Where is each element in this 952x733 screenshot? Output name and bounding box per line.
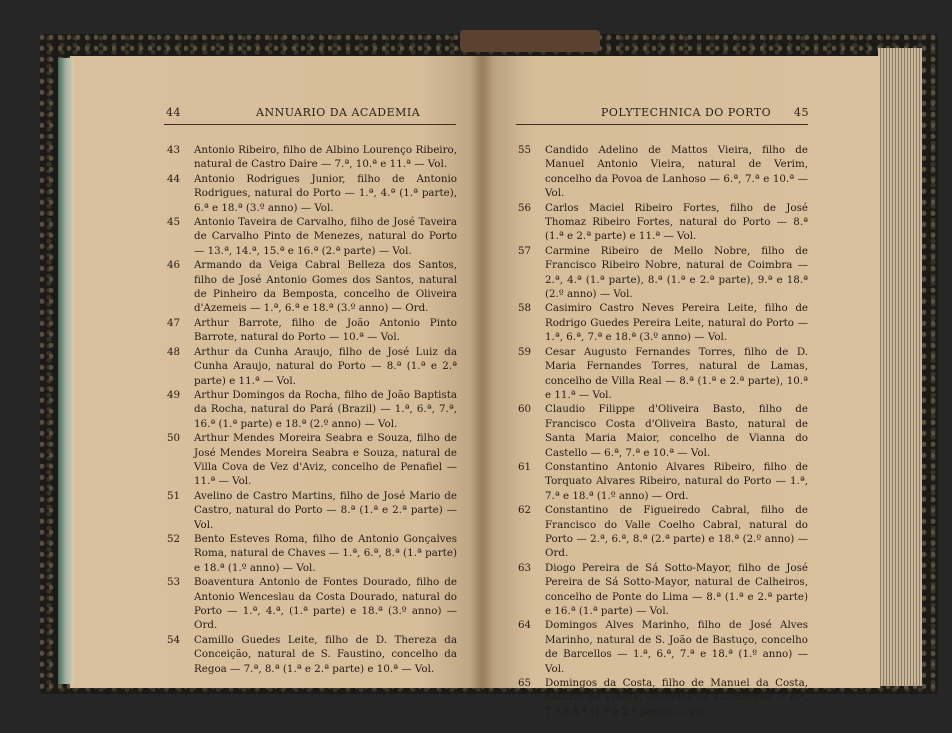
right-running-title: POLYTECHNICA DO PORTO	[601, 106, 772, 119]
entry	[518, 244, 808, 302]
entry-text: Claudio Filippe d'Oliveira Basto, filho de Francisco Costa d'Oliveira Basto, natural de Santa Maria Maior, concelho de Vianna do Castello — 6.ª, 7.ª e 10.ª — Vol.	[545, 403, 808, 459]
entry-number: 51	[167, 489, 181, 502]
entry	[167, 215, 457, 258]
entry	[518, 618, 808, 676]
entry-number: 58	[518, 302, 532, 315]
entry	[167, 633, 457, 676]
entry-text: Arthur da Cunha Araujo, filho de José Luiz da Cunha Araujo, natural do Porto — 8.ª (1.ª e 2.ª parte) e 11.ª — Vol.	[194, 345, 457, 387]
left-running-title: ANNUARIO DA ACADEMIA	[256, 106, 421, 119]
entry-text: Arthur Barrote, filho de João Antonio Pinto Barrote, natural do Porto — 10.ª — Vol.	[194, 316, 457, 344]
entry	[518, 402, 808, 460]
entry-number: 48	[167, 345, 181, 358]
entry	[518, 460, 808, 503]
right-entries	[518, 143, 808, 719]
entry-text: Antonio Rodrigues Junior, filho de Antonio Rodrigues, natural do Porto — 1.ª, 4.ª (1.ª parte), 6.ª e 18.ª (3.º anno) — Vol.	[194, 172, 457, 214]
entry-text: Carmine Ribeiro de Mello Nobre, filho de Francisco Ribeiro Nobre, natural de Coimbra — 2.ª, 4.ª (1.ª parte), 8.ª (1.ª e 2.ª parte), 9.ª e 18.ª (2.º anno) — Vol.	[545, 244, 808, 301]
right-page-number: 45	[794, 106, 809, 119]
entry	[167, 388, 457, 431]
entry-number: 53	[167, 576, 181, 589]
entry-text: Casimiro Castro Neves Pereira Leite, filho de Rodrigo Guedes Pereira Leite, natural do Porto — 1.ª, 6.ª, 7.ª e 18.ª (3.º anno) — Vol.	[545, 302, 808, 344]
entry-number: 45	[167, 216, 181, 229]
entry	[167, 575, 457, 633]
entry-text: Antonio Ribeiro, filho de Albino Lourenço Ribeiro, natural de Castro Daire — 7.ª, 10.ª e 11.ª — Vol.	[194, 144, 457, 171]
entry	[518, 143, 808, 201]
entry-number: 54	[167, 633, 181, 646]
entry-text: Cesar Augusto Fernandes Torres, filho de D. Maria Fernandes Torres, natural de Lamas, concelho de Villa Real — 8.ª (1.ª e 2.ª parte), 10.ª e 11.ª — Vol.	[545, 345, 808, 401]
entry-number: 55	[518, 144, 532, 156]
entry-number: 47	[167, 316, 181, 329]
entry-number: 50	[167, 432, 181, 445]
right-header-rule	[516, 124, 808, 125]
entry-text: Boaventura Antonio de Fontes Dourado, filho de Antonio Wenceslau da Costa Dourado, natural do Porto — 1.ª, 4.ª, (1.ª parte) e 18.ª (3.º anno) — Ord.	[194, 576, 457, 632]
entry-number: 62	[518, 504, 532, 517]
entry-text: Domingos da Costa, filho de Manuel da Costa, natural de Vizella, concelho de Guimarães — 6.ª, 7.ª e 8.ª (1.ª e 2.ª parte) — Vol.	[545, 677, 808, 718]
entry-text: Constantino Antonio Alvares Ribeiro, filho de Torquato Alvares Ribeiro, natural do Porto — 1.ª, 7.ª e 18.ª (1.º anno) — Ord.	[545, 460, 808, 502]
entry-text: Domingos Alves Marinho, filho de José Alves Marinho, natural de S. João de Bastuço, concelho de Barcellos — 1.ª, 6.ª, 7.ª e 18.ª (1.º anno) — Vol.	[545, 619, 808, 675]
entry	[167, 258, 457, 316]
entry	[518, 301, 808, 344]
entry	[167, 143, 457, 172]
book-gutter	[470, 56, 494, 688]
entry-text: Arthur Domingos da Rocha, filho de João Baptista da Rocha, natural do Pará (Brazil) — 1.ª, 6.ª, 7.ª, 16.ª (1.ª parte) e 18.ª (2.º anno) — Vol.	[194, 388, 457, 430]
entry	[518, 345, 808, 403]
entry-text: Camillo Guedes Leite, filho de D. Thereza da Conceição, natural de S. Faustino, concelho da Regoa — 7.ª, 8.ª (1.ª e 2.ª parte) e 10.ª — Vol.	[194, 633, 457, 675]
entry-number: 63	[518, 561, 532, 574]
entry-number: 49	[167, 388, 181, 401]
entry-text: Carlos Maciel Ribeiro Fortes, filho de José Thomaz Ribeiro Fortes, natural do Porto — 8.ª (1.ª e 2.ª parte) e 11.ª — Vol.	[545, 201, 808, 243]
entry	[518, 201, 808, 244]
entry-number: 57	[518, 244, 532, 257]
entry-text: Diogo Pereira de Sá Sotto-Mayor, filho de José Pereira de Sá Sotto-Mayor, natural de Calheiros, concelho de Ponte do Lima — 8.ª (1.ª e 2.ª parte) e 16.ª (1.ª parte) — Vol.	[545, 561, 808, 617]
entry	[167, 172, 457, 215]
entry-number: 60	[518, 403, 532, 416]
entry-number: 65	[518, 677, 532, 690]
entry-text: Avelino de Castro Martins, filho de José Mario de Castro, natural do Porto — 8.ª (1.ª e 2.ª parte) — Vol.	[194, 489, 457, 531]
left-page-number: 44	[166, 106, 181, 119]
entry	[518, 503, 808, 561]
entry-number: 44	[167, 172, 181, 185]
entry-text: Antonio Taveira de Carvalho, filho de José Taveira de Carvalho Pinto de Menezes, natural do Porto — 13.ª, 14.ª, 15.ª e 16.ª (2.ª parte) — Vol.	[194, 216, 457, 257]
entry	[167, 345, 457, 388]
entry	[518, 676, 808, 719]
entry-number: 52	[167, 532, 181, 545]
entry-number: 46	[167, 259, 181, 272]
entry	[167, 489, 457, 532]
entry-text: Bento Esteves Roma, filho de Antonio Gonçalves Roma, natural de Chaves — 1.ª, 6.ª, 8.ª (1.ª parte) e 18.ª (1.º anno) — Vol.	[194, 532, 457, 574]
entry-number: 43	[167, 144, 181, 156]
entry-number: 61	[518, 460, 532, 473]
entry	[518, 561, 808, 619]
entry-number: 59	[518, 345, 532, 358]
entry-text: Arthur Mendes Moreira Seabra e Souza, filho de José Mendes Moreira Seabra e Souza, natural de Villa Cova de Vez d'Aviz, concelho de Penafiel — 11.ª — Vol.	[194, 432, 457, 488]
left-entries	[167, 143, 457, 676]
entry-number: 56	[518, 201, 532, 214]
left-header-rule	[164, 124, 456, 125]
entry-number: 64	[518, 619, 532, 632]
entry	[167, 431, 457, 489]
entry-text: Constantino de Figueiredo Cabral, filho de Francisco do Valle Coelho Cabral, natural do Porto — 2.ª, 6.ª, 8.ª (2.ª parte) e 18.ª (2.º anno) — Ord.	[545, 504, 808, 560]
entry	[167, 532, 457, 575]
entry-text: Armando da Veiga Cabral Belleza dos Santos, filho de José Antonio Gomes dos Santos, natural de Pinheiro da Bemposta, concelho de Oliveira d'Azemeis — 1.ª, 6.ª e 18.ª (3.º anno) — Ord.	[194, 259, 457, 315]
entry	[167, 316, 457, 345]
entry-text: Candido Adelino de Mattos Vieira, filho de Manuel Antonio Vieira, natural de Verim, concelho da Povoa de Lanhoso — 6.ª, 7.ª e 10.ª — Vol.	[545, 144, 808, 200]
page-block-edge	[878, 48, 922, 686]
book-spine	[460, 30, 600, 52]
left-page-edge	[58, 58, 74, 684]
